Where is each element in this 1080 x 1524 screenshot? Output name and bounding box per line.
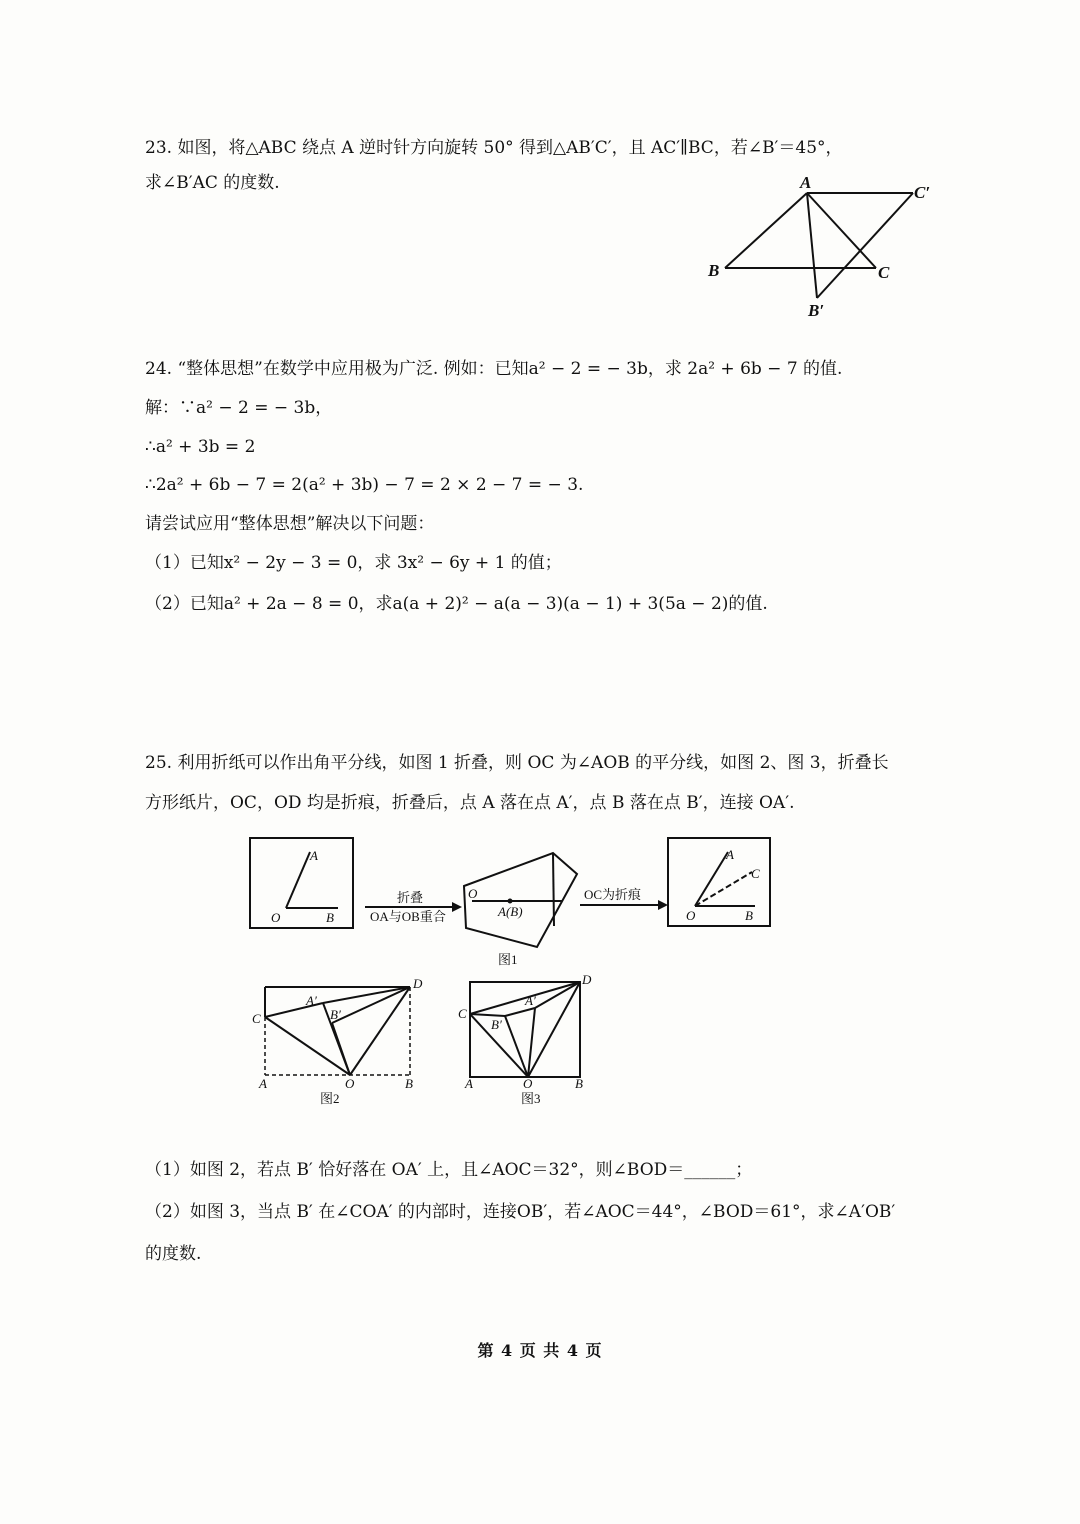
fig3-label-A: A — [465, 1076, 473, 1091]
fig3-caption: 图3 — [521, 1091, 541, 1106]
fig2-A1D — [323, 987, 410, 1003]
label-C1: C′ — [914, 183, 931, 202]
q23-figure — [700, 170, 950, 320]
label-C: C — [878, 263, 890, 282]
fig3-label-O: O — [523, 1076, 533, 1091]
seg-B1C1 — [817, 193, 913, 298]
fig1-panel3-OC — [695, 872, 752, 906]
q23-line2: 求∠B′AC 的度数. — [145, 173, 280, 193]
fig1-arrow2-top: OC为折痕 — [584, 887, 642, 902]
fig3-label-C: C — [458, 1006, 467, 1021]
fig2-label-B: B — [405, 1076, 413, 1091]
q24-prompt: 请尝试应用“整体思想”解决以下问题： — [145, 514, 435, 534]
q25-figure1 — [240, 828, 800, 978]
fig1-panel1-OA — [286, 852, 310, 908]
fig1-p3-label-A: A — [726, 847, 734, 862]
fig1-panel3-frame — [668, 838, 770, 926]
fig1-p3-label-O: O — [686, 908, 696, 923]
q25-part2-cont: 的度数. — [145, 1244, 202, 1264]
fig2-label-B1: B′ — [330, 1007, 341, 1022]
fig1-panel1-frame — [250, 838, 353, 928]
fig2-label-A: A — [259, 1076, 267, 1091]
q25-figure3 — [455, 970, 605, 1110]
q24-part2: （2）已知a² + 2a − 8 = 0，求a(a + 2)² − a(a − 3)(a − 1) + 3(5a − 2)的值. — [145, 594, 768, 614]
fig2-OB1 — [332, 1023, 350, 1075]
fig3-CB1 — [470, 1014, 505, 1016]
fig3-label-B1: B′ — [491, 1017, 502, 1032]
fig1-p2-label-O: O — [468, 886, 478, 901]
fig1-p1-label-B: B — [326, 910, 334, 925]
fig1-p3-label-B: B — [745, 908, 753, 923]
fig3-B1A1 — [505, 1008, 535, 1016]
q23-line1: 23. 如图，将△ABC 绕点 A 逆时针方向旋转 50° 得到△AB′C′，且 AC′∥BC，若∠B′＝45°， — [145, 138, 843, 158]
fig1-p2-label-AB: A(B) — [498, 904, 523, 919]
page-footer: 第 4 页 共 4 页 — [477, 1341, 603, 1360]
fig2-label-A1: A′ — [306, 993, 317, 1008]
fig3-label-D: D — [582, 972, 592, 987]
fig2-label-O: O — [345, 1076, 355, 1091]
seg-AB — [725, 193, 807, 268]
fig1-arrow1-top: 折叠 — [397, 890, 424, 905]
fig1-caption: 图1 — [498, 952, 518, 967]
fig1-panel3-OA — [695, 852, 728, 906]
fig2-caption: 图2 — [320, 1091, 340, 1106]
fig3-label-B: B — [575, 1076, 583, 1091]
fig3-OB1 — [505, 1016, 528, 1077]
fig2-label-D: D — [413, 976, 423, 991]
fig1-arrow1-head — [452, 902, 462, 912]
q25-line2: 方形纸片，OC，OD 均是折痕，折叠后，点 A 落在点 A′，点 B 落在点 B′，连接 OA′. — [145, 793, 795, 813]
q25-part1: （1）如图 2，若点 B′ 恰好落在 OA′ 上，且∠AOC＝32°，则∠BOD＝______； — [145, 1160, 753, 1180]
fig1-panel2-point — [508, 899, 513, 904]
q25-line1: 25. 利用折纸可以作出角平分线，如图 1 折叠，则 OC 为∠AOB 的平分线，如图 2、图 3，折叠长 — [145, 753, 889, 773]
fig1-p1-label-A: A — [310, 848, 318, 863]
seg-AC — [807, 193, 876, 268]
q24-step1: ∴a² + 3b = 2 — [145, 437, 256, 457]
q25-part2: （2）如图 3，当点 B′ 在∠COA′ 的内部时，连接OB′，若∠AOC＝44°，∠BOD＝61°，求∠A′OB′ — [145, 1202, 896, 1222]
seg-AB1 — [807, 193, 817, 298]
q25-figure2 — [250, 975, 440, 1110]
q24-intro: 24. “整体思想”在数学中应用极为广泛. 例如：已知a² − 2 = − 3b，求 2a² + 6b − 7 的值. — [145, 359, 843, 379]
fig1-arrow2-head — [658, 900, 668, 910]
q24-step2: ∴2a² + 6b − 7 = 2(a² + 3b) − 7 = 2 × 2 − 7 = − 3. — [145, 475, 584, 495]
fig3-label-A1: A′ — [525, 993, 536, 1008]
fig2-label-C: C — [252, 1011, 261, 1026]
q24-part1: （1）已知x² − 2y − 3 = 0，求 3x² − 6y + 1 的值； — [145, 553, 562, 573]
fig2-crease-OC — [265, 1017, 350, 1075]
label-B: B — [708, 261, 720, 280]
label-B1: B′ — [808, 301, 825, 320]
fig1-arrow1-bottom: OA与OB重合 — [370, 909, 446, 924]
fig1-p1-label-O: O — [271, 910, 281, 925]
q24-solution-label: 解：∵a² − 2 = − 3b， — [145, 398, 333, 418]
fig1-p3-label-C: C — [751, 866, 760, 881]
fig1-panel2-edge — [553, 853, 554, 926]
label-A: A — [800, 173, 812, 192]
